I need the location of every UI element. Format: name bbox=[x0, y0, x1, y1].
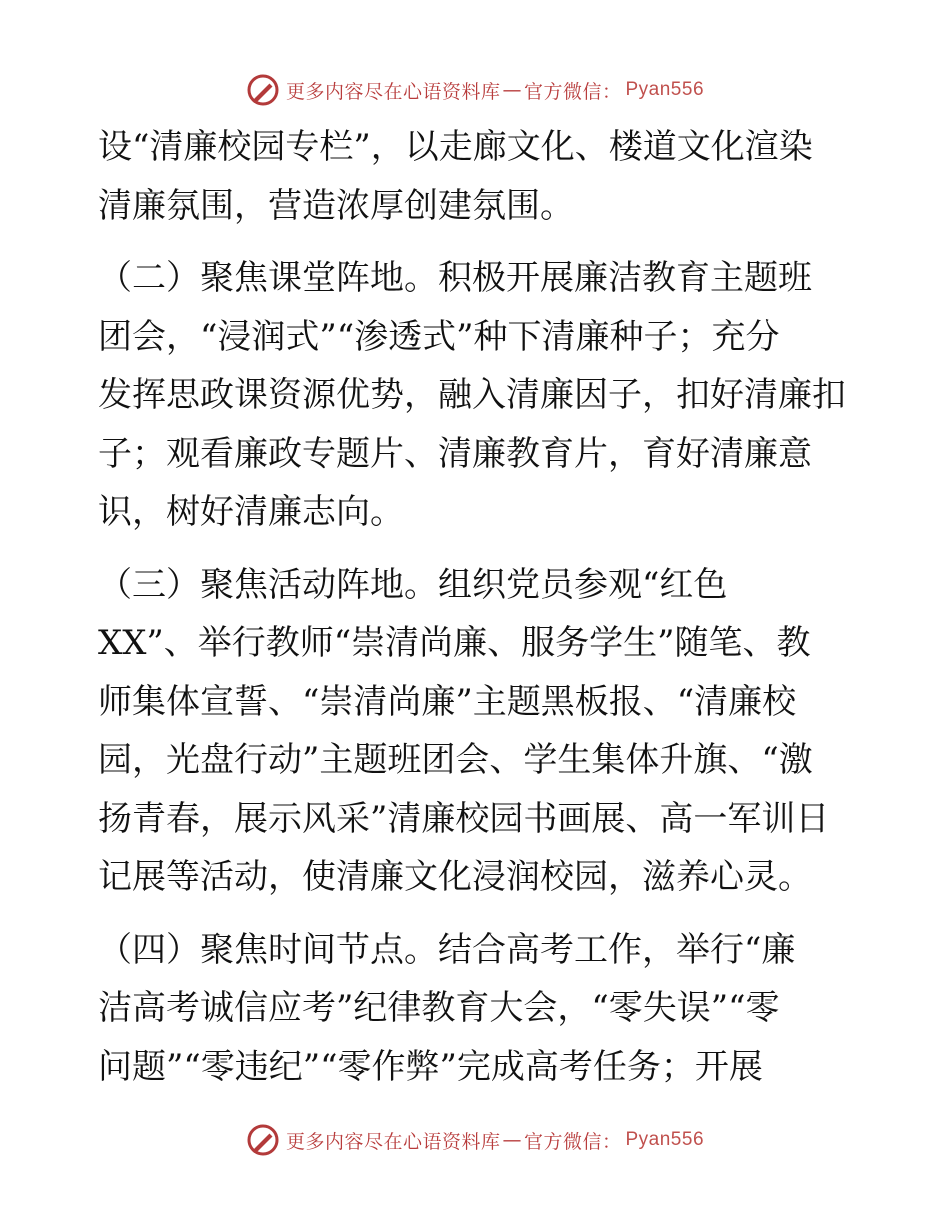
text-line: 洁高考诚信应考”纪律教育大会，“零失误”“零 bbox=[98, 988, 780, 1028]
text-line: （二）聚焦课堂阵地。积极开展廉洁教育主题班 bbox=[98, 258, 812, 298]
paragraph bbox=[98, 556, 850, 907]
watermark-separator: — bbox=[502, 1129, 522, 1151]
text-line: 记展等活动，使清廉文化浸润校园，滋养心灵。 bbox=[98, 857, 812, 897]
text-line: 识，树好清廉志向。 bbox=[98, 492, 404, 532]
text-line: 设“清廉校园专栏”，以走廊文化、楼道文化渲染 bbox=[98, 127, 813, 167]
text-line: XX”、举行教师“崇清尚廉、服务学生”随笔、教 bbox=[98, 623, 811, 663]
text-line: 园，光盘行动”主题班团会、学生集体升旗、“激 bbox=[98, 740, 813, 780]
watermark-separator: — bbox=[502, 79, 522, 101]
watermark-wechat-id: Pyan556 bbox=[625, 1129, 705, 1150]
watermark-site-name: 更多内容尽在心语资料库 bbox=[285, 80, 501, 103]
header-watermark bbox=[0, 70, 950, 110]
watermark-label: 官方微信： bbox=[523, 1130, 622, 1153]
text-line: （四）聚焦时间节点。结合高考工作，举行“廉 bbox=[98, 929, 796, 970]
paragraph bbox=[98, 921, 850, 1097]
text-line: （三）聚焦活动阵地。组织党员参观“红色 bbox=[98, 564, 728, 605]
brand-logo-icon bbox=[246, 1123, 280, 1157]
text-line: 团会，“浸润式”“渗透式”种下清廉种子；充分 bbox=[98, 316, 780, 357]
text-line: 清廉氛围，营造浓厚创建氛围。 bbox=[98, 185, 574, 226]
paragraph bbox=[98, 249, 850, 542]
watermark-label: 官方微信： bbox=[523, 80, 622, 103]
paragraph bbox=[98, 118, 850, 235]
watermark-site-name: 更多内容尽在心语资料库 bbox=[285, 1130, 501, 1153]
text-line: 子；观看廉政专题片、清廉教育片，育好清廉意 bbox=[98, 433, 812, 474]
text-line: 发挥思政课资源优势，融入清廉因子，扣好清廉扣 bbox=[98, 375, 846, 415]
text-line: 问题”“零违纪”“零作弊”完成高考任务；开展 bbox=[98, 1046, 763, 1087]
document-body bbox=[98, 118, 850, 1096]
brand-logo-icon bbox=[246, 73, 280, 107]
text-line: 扬青春，展示风采”清廉校园书画展、高一军训日 bbox=[98, 798, 830, 839]
footer-watermark bbox=[0, 1120, 950, 1160]
text-line: 师集体宣誓、“崇清尚廉”主题黑板报、“清廉校 bbox=[98, 681, 797, 722]
watermark-wechat-id: Pyan556 bbox=[625, 79, 705, 100]
